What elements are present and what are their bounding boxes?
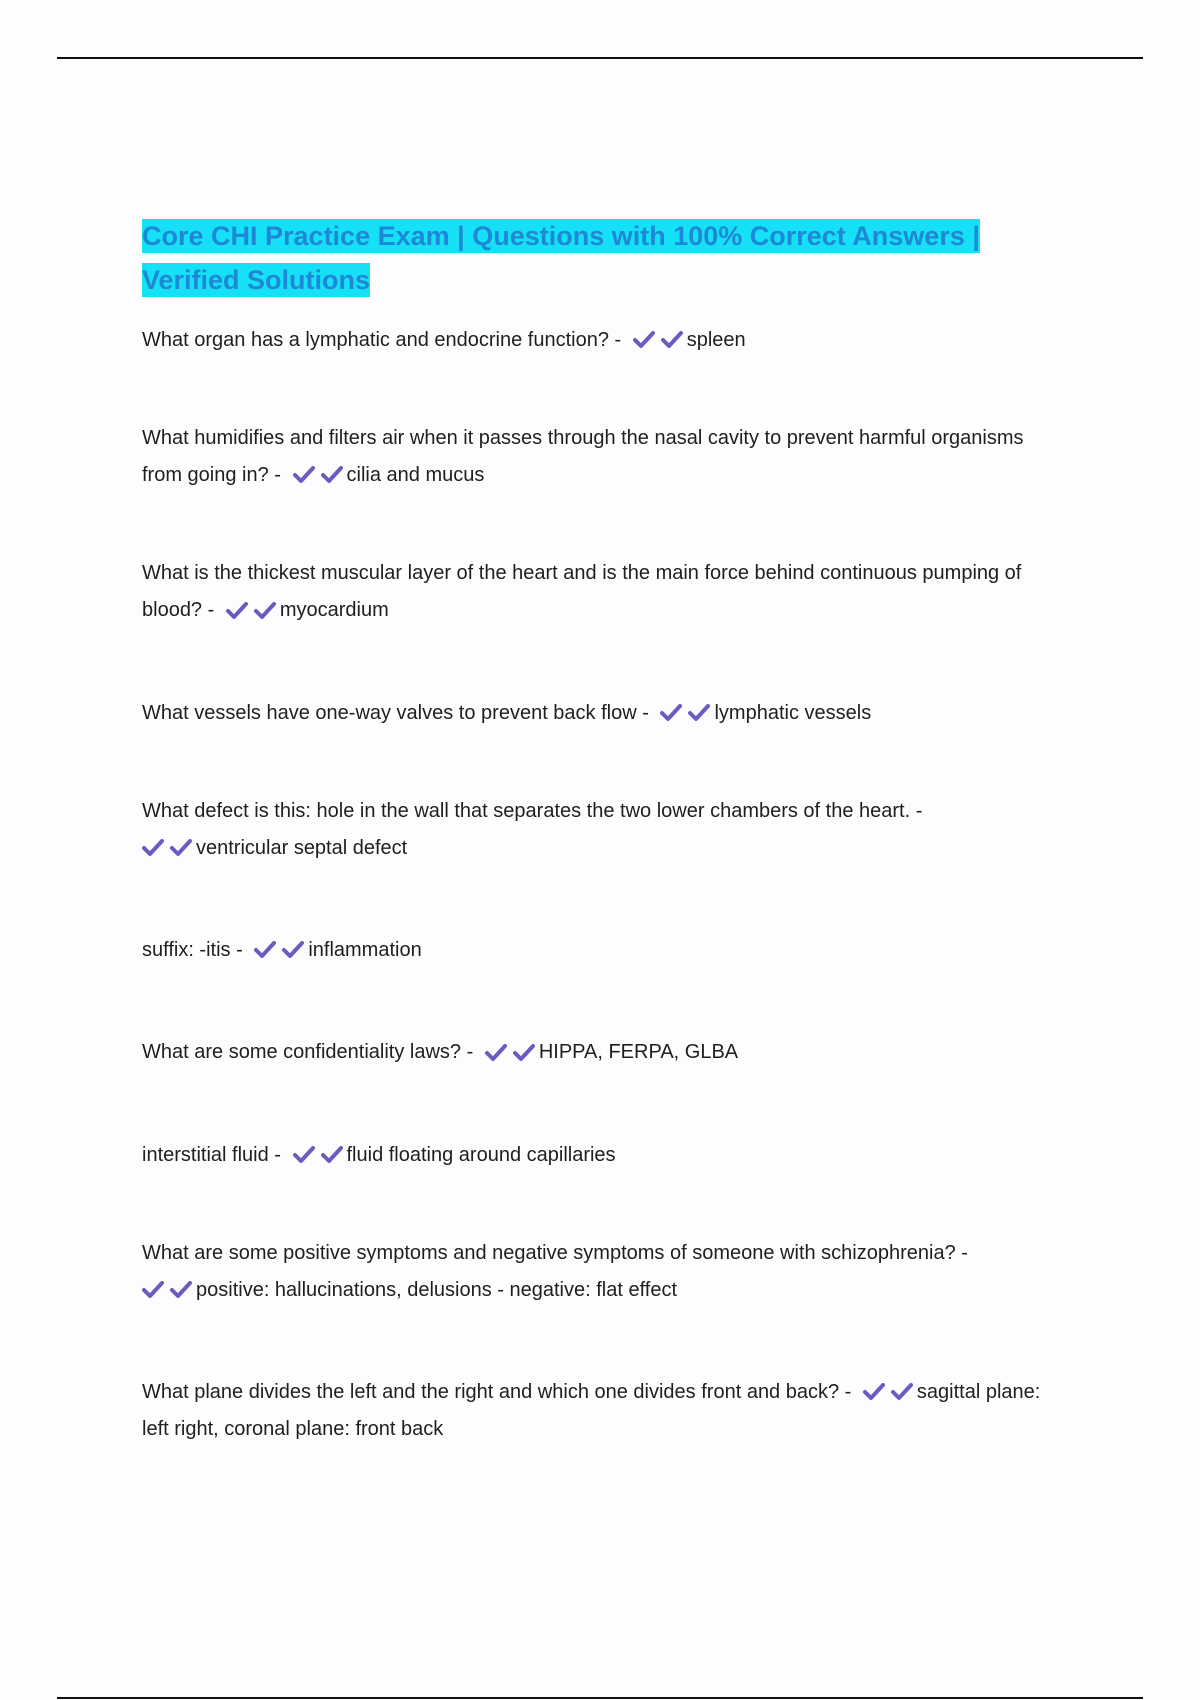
qa-item (142, 1034, 1062, 1071)
answer-text: cilia and mucus (346, 464, 485, 487)
answer-text: ventricular septal defect (196, 836, 408, 859)
double-check-icon (142, 830, 192, 867)
answer-text: positive: hallucinations, delusions - negative: flat effect (196, 1278, 678, 1301)
title-highlight: Core CHI Practice Exam | Questions with 100% Correct Answers | Verified Solutions (142, 221, 980, 295)
answer-text: lymphatic vessels (714, 701, 872, 724)
qa-item (142, 322, 1062, 359)
question-text: What plane divides the left and the right and which one divides front and back? - (142, 1380, 852, 1403)
double-check-icon (226, 593, 276, 630)
answer-text: sagittal plane: left right, coronal plane: front back (142, 1380, 1041, 1441)
question-text: What are some positive symptoms and negative symptoms of someone with schizophrenia? - (142, 1241, 968, 1264)
double-check-icon (660, 695, 710, 732)
answer-text: inflammation (308, 939, 422, 962)
qa-item (142, 793, 1062, 867)
double-check-icon (485, 1035, 535, 1072)
double-check-icon (254, 932, 304, 969)
document-content (142, 214, 1062, 1448)
question-text: interstitial fluid - (142, 1143, 281, 1166)
qa-item (142, 932, 1062, 969)
answer-text: fluid floating around capillaries (346, 1143, 616, 1166)
double-check-icon (863, 1374, 913, 1411)
qa-item (142, 420, 1062, 494)
question-text: What are some confidentiality laws? - (142, 1041, 474, 1064)
question-text: What organ has a lymphatic and endocrine function? - (142, 329, 622, 351)
question-text: suffix: -itis - (142, 939, 243, 962)
double-check-icon (293, 1137, 343, 1174)
footer-rule (57, 1697, 1143, 1699)
document-title (142, 214, 1062, 302)
double-check-icon (633, 322, 683, 359)
answer-text: myocardium (279, 599, 389, 622)
double-check-icon (293, 457, 343, 494)
qa-item (142, 1374, 1062, 1448)
question-text: What humidifies and filters air when it passes through the nasal cavity to prevent harmful organisms from going in? - (142, 427, 1024, 487)
qa-item (142, 695, 1062, 732)
question-text: What is the thickest muscular layer of the heart and is the main force behind continuous pumping of blood? - (142, 562, 1022, 622)
question-text: What vessels have one-way valves to prevent back flow - (142, 701, 649, 724)
answer-text: HIPPA, FERPA, GLBA (538, 1041, 739, 1064)
qa-item (142, 555, 1062, 629)
qa-item (142, 1137, 1062, 1174)
double-check-icon (142, 1272, 192, 1309)
qa-item (142, 1235, 1062, 1309)
header-rule (57, 57, 1143, 59)
question-text: What defect is this: hole in the wall that separates the two lower chambers of the heart. - (142, 799, 923, 822)
answer-text: spleen (686, 329, 746, 351)
